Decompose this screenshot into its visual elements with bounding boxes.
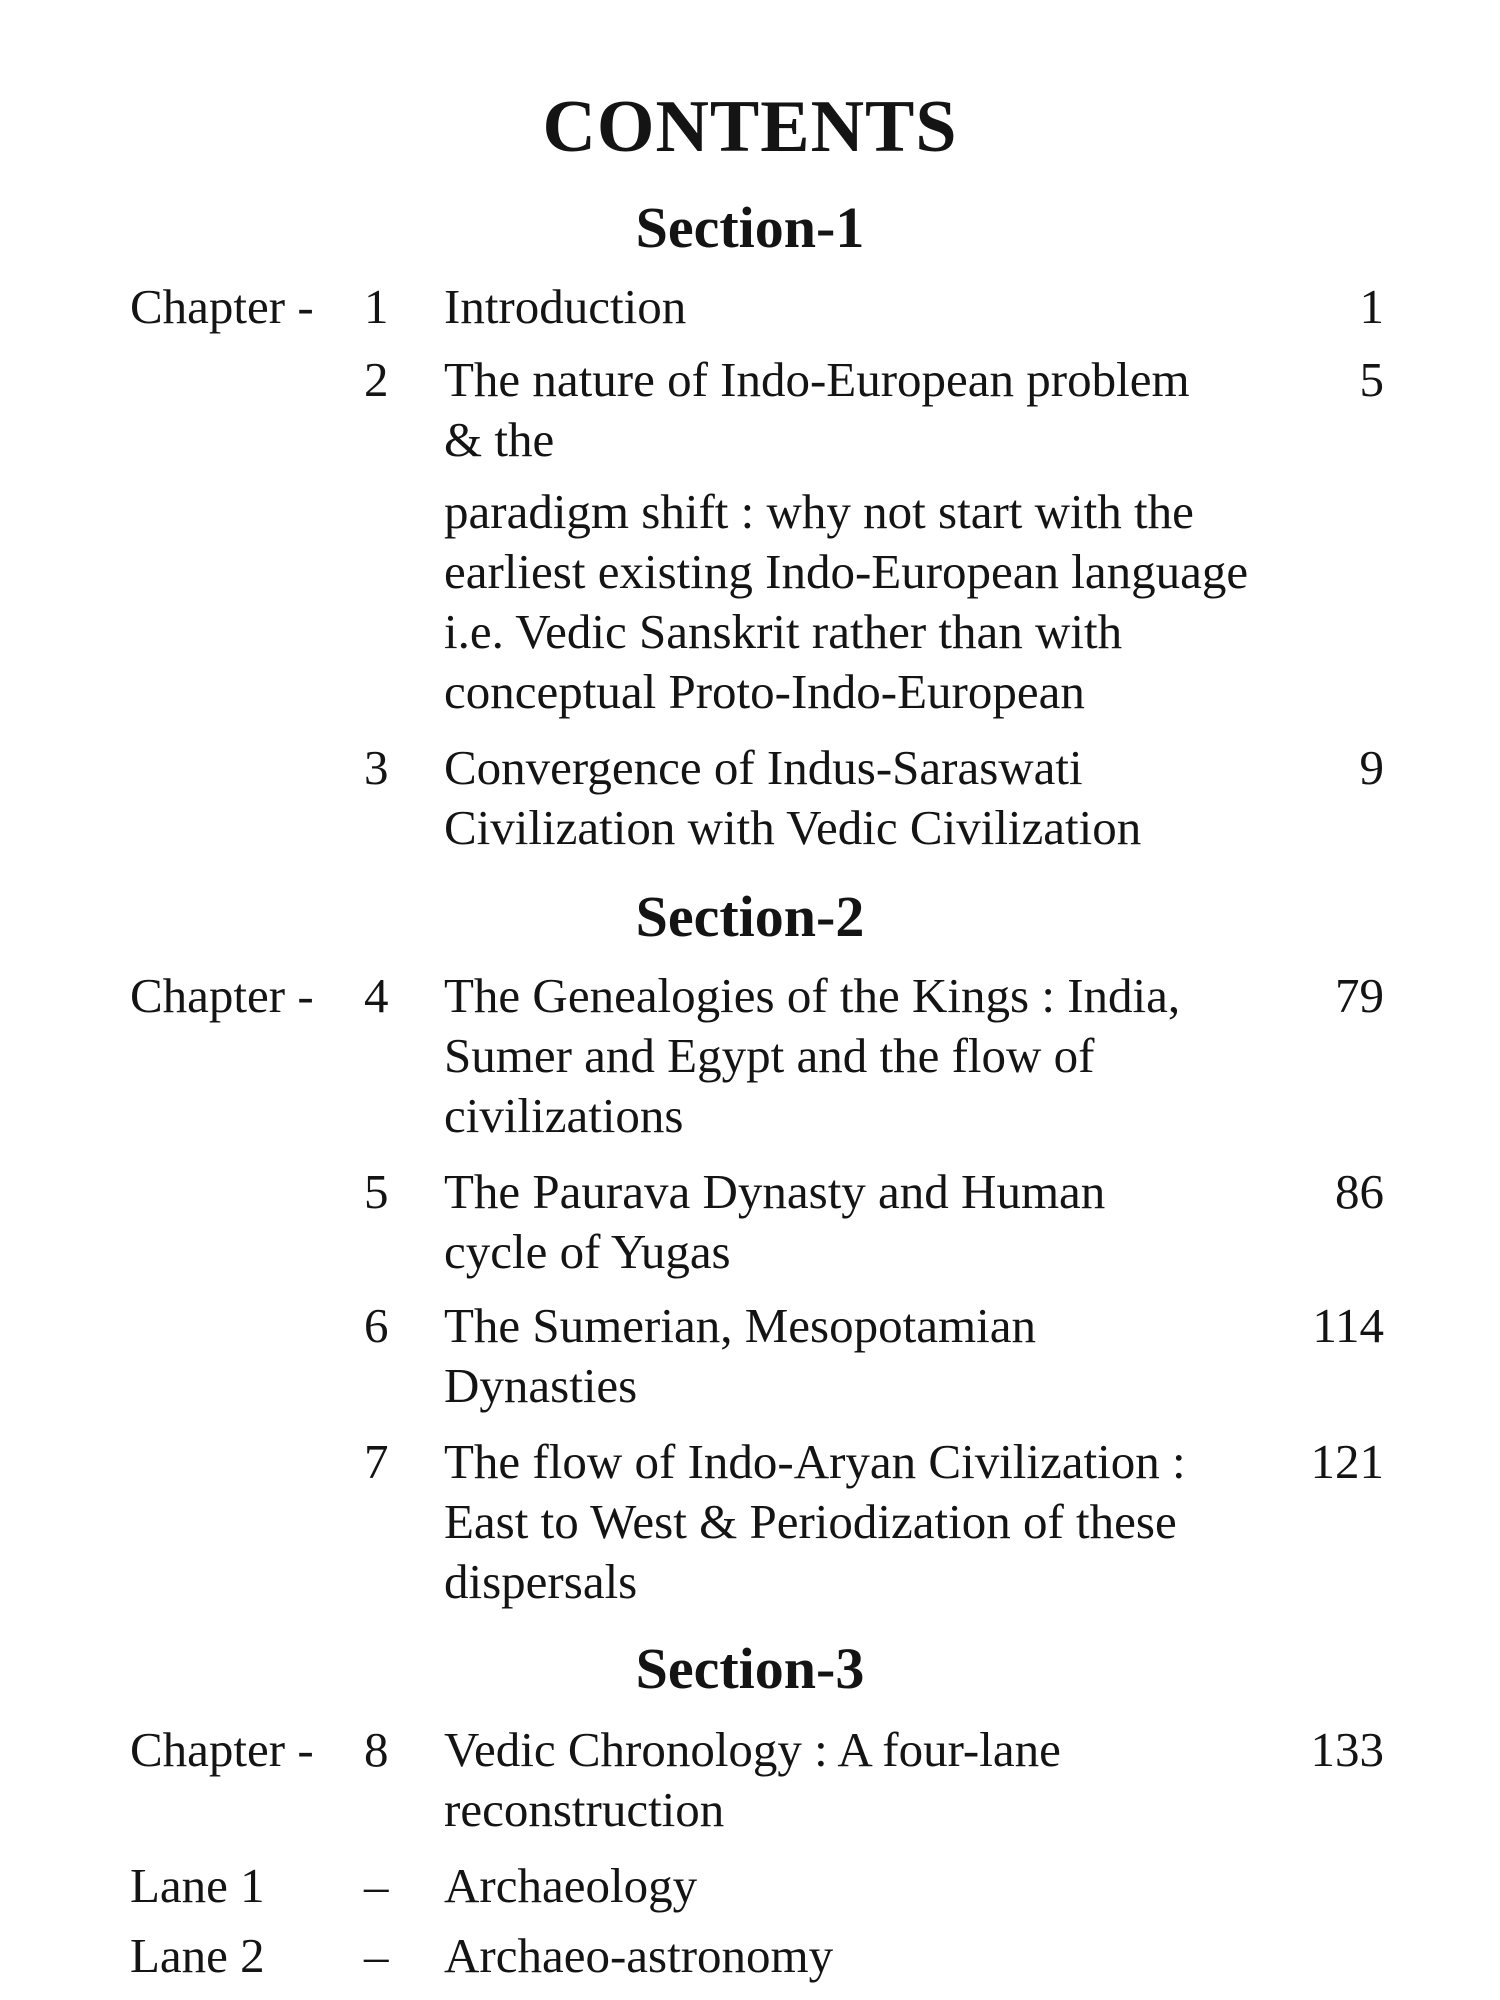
chapter-title-line: & the (444, 412, 555, 467)
chapter-title-line: The Sumerian, Mesopotamian (444, 1298, 1036, 1353)
page-number: 133 (1310, 1722, 1384, 1777)
chapter-number: 4 (364, 968, 389, 1023)
lane-dash: – (364, 1928, 389, 1983)
section-heading: Section-3 (635, 1636, 865, 1701)
chapter-label: Chapter - (130, 279, 314, 334)
chapter-title-line: The nature of Indo-European problem (444, 352, 1190, 407)
chapter-title-line: earliest existing Indo-European language (444, 544, 1249, 599)
chapter-number: 7 (364, 1434, 389, 1489)
lane-label: Lane 1 (130, 1858, 265, 1913)
chapter-title-line: The Genealogies of the Kings : India, (444, 968, 1181, 1023)
chapter-number: 8 (364, 1722, 389, 1777)
lane-text: Archaeology (444, 1858, 698, 1913)
chapter-title-line: paradigm shift : why not start with the (444, 484, 1194, 539)
chapter-label: Chapter - (130, 1722, 314, 1777)
page-number: 121 (1310, 1434, 1384, 1489)
chapter-title-line: conceptual Proto-Indo-European (444, 664, 1085, 719)
chapter-title-line: The flow of Indo-Aryan Civilization : (444, 1434, 1186, 1489)
chapter-title-line: Sumer and Egypt and the flow of (444, 1028, 1095, 1083)
chapter-number: 2 (364, 352, 389, 407)
section-heading: Section-2 (635, 884, 865, 949)
chapter-number: 1 (364, 279, 389, 334)
lane-label: Lane 2 (130, 1928, 265, 1983)
page-number: 1 (1359, 279, 1384, 334)
page-number: 79 (1335, 968, 1384, 1023)
chapter-title-line: cycle of Yugas (444, 1224, 731, 1279)
chapter-number: 3 (364, 740, 389, 795)
chapter-title-line: Convergence of Indus-Saraswati (444, 740, 1083, 795)
chapter-title-line: Vedic Chronology : A four-lane (444, 1722, 1061, 1777)
chapter-label: Chapter - (130, 968, 314, 1023)
chapter-title-line: dispersals (444, 1554, 638, 1609)
chapter-title-line: civilizations (444, 1088, 684, 1143)
page-number: 5 (1359, 352, 1384, 407)
chapter-title-line: i.e. Vedic Sanskrit rather than with (444, 604, 1123, 659)
lane-text: Archaeo-astronomy (444, 1928, 834, 1983)
chapter-title-line: reconstruction (444, 1782, 725, 1837)
chapter-title-line: Civilization with Vedic Civilization (444, 800, 1142, 855)
chapter-number: 6 (364, 1298, 389, 1353)
section-heading: Section-1 (635, 195, 865, 260)
contents-title: CONTENTS (542, 86, 958, 168)
lane-dash: – (364, 1858, 389, 1913)
page-number: 9 (1359, 740, 1384, 795)
chapter-number: 5 (364, 1164, 389, 1219)
chapter-title-line: East to West & Periodization of these (444, 1494, 1177, 1549)
chapter-title-line: Dynasties (444, 1358, 638, 1413)
page-number: 114 (1312, 1298, 1384, 1353)
chapter-title-line: The Paurava Dynasty and Human (444, 1164, 1106, 1219)
chapter-title-line: Introduction (444, 279, 687, 334)
page-number: 86 (1335, 1164, 1384, 1219)
